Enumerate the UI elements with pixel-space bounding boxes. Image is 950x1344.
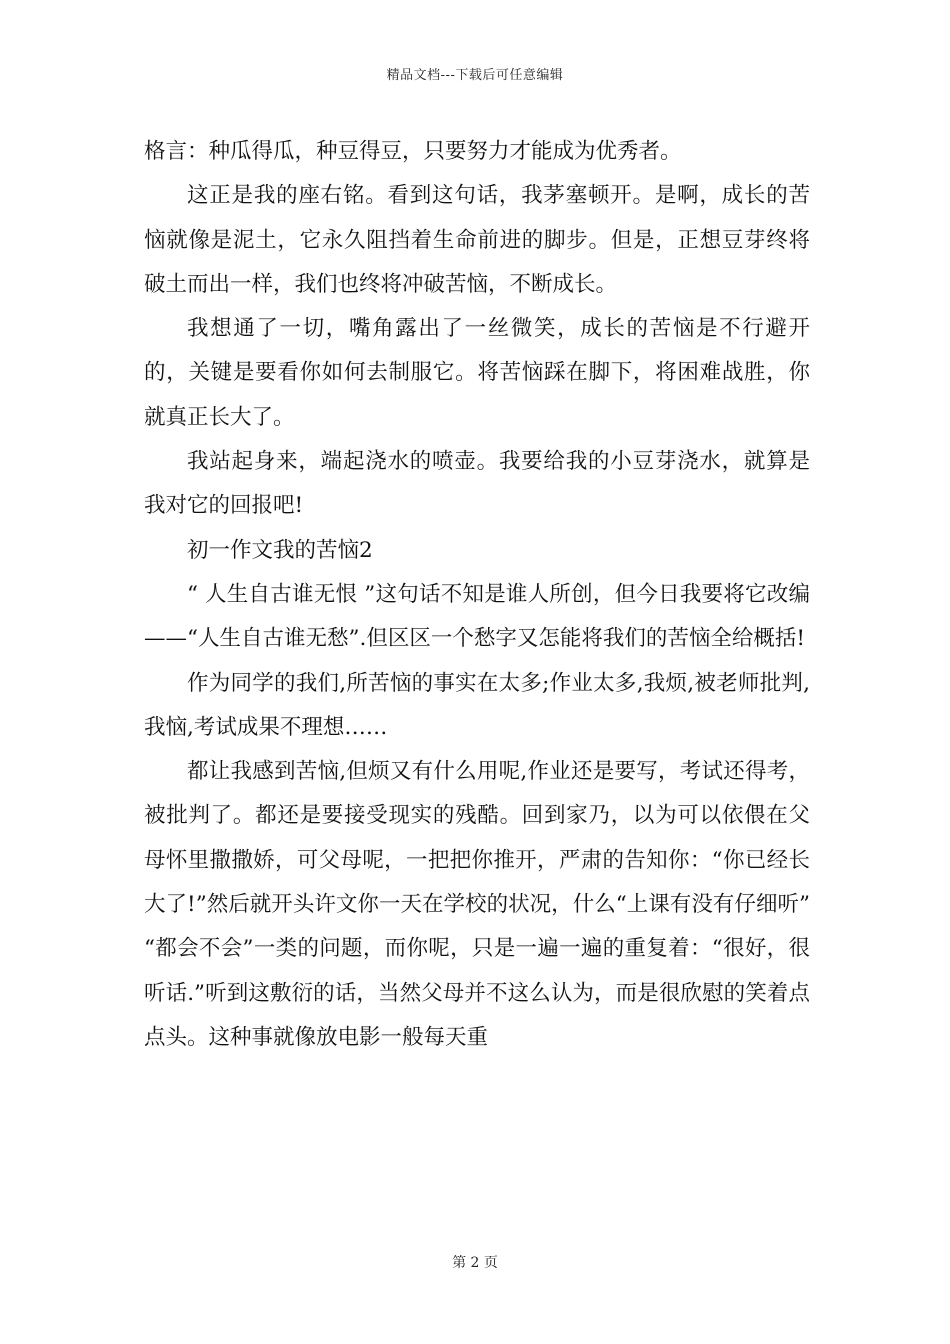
section-title: 初一作文我的苦恼2	[187, 537, 373, 563]
page-header: 精品文档---下载后可任意编辑	[386, 68, 564, 83]
paragraph-motto: 格言：种瓜得瓜，种豆得豆，只要努力才能成为优秀者。	[144, 139, 682, 164]
paragraph: 这正是我的座右铭。看到这句话，我茅塞顿开。是啊，成长的苦恼就像是泥土，它永久阻挡着生命前进的脚步。但是，正想豆芽终将破土而出一样，我们也终将冲破苦恼，不断成长。	[144, 183, 810, 297]
paragraph: “ 人生自古谁无恨 ”这句话不知是谁人所创，但今日我要将它改编——“人生自古谁无愁”.但区区一个愁字又怎能将我们的苦恼全给概括!	[144, 581, 810, 652]
paragraph: 我站起身来，端起浇水的喷壶。我要给我的小豆芽浇水，就算是我对它的回报吧!	[144, 449, 810, 519]
paragraph: 我想通了一切，嘴角露出了一丝微笑，成长的苦恼是不行避开的，关键是要看你如何去制服它。将苦恼踩在脚下，将困难战胜，你就真正长大了。	[144, 316, 810, 430]
paragraph: 都让我感到苦恼,但烦又有什么用呢,作业还是要写，考试还得考，被批判了。都还是要接受现实的残酷。回到家乃，以为可以依偎在父母怀里撒撒娇，可父母呢，一把把你推开，严肃的告知你：“你已经长大了!”然后就开头许文你一天在学校的状况，什么“上课有没有仔细听” “都会不会”一类的问题，而你呢，只是一遍一遍的重复着：“很好，很听话.”听到这敷衍的话，当然父母并不这么认为，而是很欣慰的笑着点点头。这种事就像放电影一般每天重	[144, 759, 810, 1050]
document-body	[144, 130, 810, 1060]
paragraph: 作为同学的我们,所苦恼的事实在太多;作业太多,我烦,被老师批判,我恼,考试成果不理想……	[144, 670, 810, 740]
page-number: 第 2 页	[452, 1255, 498, 1271]
